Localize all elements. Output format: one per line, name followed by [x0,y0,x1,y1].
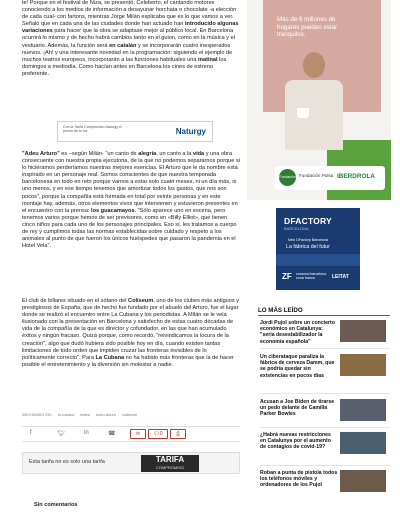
tarifa-banner-ad[interactable] [22,452,240,474]
text-run: El club de billares situado en el sótano del [22,298,129,304]
email-share-button[interactable]: ✉ [130,429,146,439]
paragraph-text [22,298,240,369]
naturgy-logo [176,127,206,136]
most-read-headline[interactable]: Jordi Pujol sobre un concierto económico en Catalunya: "sería desestabilizador la economía española" [260,320,335,345]
leitat-logo: LEITAT [332,274,349,280]
comments-heading: Sin comentarios [34,502,78,508]
most-read-headline[interactable]: ¿Habrá nuevas restricciones en Catalunya por el aumento de contagios de covid-19? [260,432,331,451]
text-run: , un canto a la [156,151,193,157]
comments-button[interactable]: 💬︎0 [148,429,168,439]
ad-person-shirt [285,80,343,150]
logo-text: Naturgy [175,127,206,136]
most-read-item[interactable] [260,399,390,421]
most-read-thumbnail[interactable] [340,320,386,342]
article-tags [22,413,240,417]
text-run: y una obra consecuente con nuestra propia ejecutoria, de la que no podemos separarnos porque si lo hiciéramos perderíamos nuestras mejores esencias. El Arturo que le da nombre está inspirado en un personaje real. Somos conscientes de que nuestra temporada barcelonesa en todo en reto porque vamos a estar solo cuatri meses, ni un día más, ni uno menos, y en ese tiempo tenemos que amortizar todos los gastos, que nos son pocos", porque la compañía está formada en total por veinte personas y en este montaje hay, además, otros elementos vivos que intervienen y estuvieron presentes en el encuentro con la prensa: [22,151,240,214]
tags-label: ARCHIVADO EN: [22,413,52,417]
divider [260,348,390,349]
tag-link[interactable]: coliseum [121,413,137,417]
most-read-item[interactable] [260,354,390,384]
text-run: . "Sólo aparece uno en escena, pero tenemos varios porque hemos de ser previsores, como en «Billy Elliot», que tienen cinco niños para cada uno de los personajes principales. Eso sí, les tratamos a cuerpo de rey y cumplimos todas las normas establecidas sobre cuidado y respeto a los animales al punto de que fueron los únicos huéspedes que pasaron la pandemia en el Hotel Vela". [22,207,237,250]
most-read-thumbnail[interactable] [340,432,386,454]
foundation-name: Fundación Pulsa [299,173,334,178]
most-read-thumbnail[interactable] [340,354,386,376]
share-bar [22,426,240,442]
linkedin-icon[interactable]: in [84,430,89,436]
tag-link[interactable]: la cubana [57,413,75,417]
divider [260,465,390,466]
bold-run: vida [192,151,205,157]
twitter-icon[interactable]: 🐦︎ [58,431,66,437]
dfactory-sub: BARCELONA [284,226,309,231]
most-read-headline[interactable]: Roban a punta de pistola todos los teléfonos móviles y ordenadores de los Pujol [260,470,338,489]
most-read-title: LO MÁS LEÍDO [258,307,303,314]
zf-name: consorci barcelona zona franca [296,272,327,281]
dfactory-main: La fàbrica del futur [286,244,330,250]
tag-link[interactable]: Adeu Arturo [95,413,116,417]
text-run: los domingos a mediodía. Como hacían antes en Barcelona los cines de estreno preferente. [22,56,227,77]
dfactory-ad[interactable] [276,208,360,290]
ad-stripe [276,254,360,266]
tag-link[interactable]: teatro [80,413,90,417]
text-run: el cantando motores conociendo a los medios de información a desayunar horchata o chocolate -a elección de cada cual- con fartons, mientras Jorge Milán explicaba que es lo que vamos a ver. Señaló que en cada una de las ciudades donde han actuado han [22,0,237,28]
ad-person-face [303,52,325,78]
dfactory-title: DFACTORY [284,216,332,226]
most-read-thumbnail[interactable] [340,470,386,492]
dfactory-mini: Neix DFactory Barcelona [288,238,328,242]
divider [260,393,390,394]
bold-run: los guacamayos [91,207,135,214]
ad-text: Con la Tarifa Compromiso Naturgy el precio de tu luz [63,125,122,134]
text-run: y se incorporarán cuatro inesperados nuevos. ¡Ah! y una interesante novedad en la programación: siguiendo el ejemplo de muchos teatros europeos, incorporarán a las funciones habituales una [22,42,233,63]
badge-title: TARIFA [155,455,185,464]
most-read-item[interactable] [260,320,390,345]
most-read-headline[interactable]: Un ciberataque paraliza la fábrica de cerveza Damm, que se podría quedar sin existencias en pocos días [260,354,335,379]
iberdrola-logo: IBERDROLA [337,173,375,180]
badge-sub: COMPROMISO [155,465,185,470]
tarifa-badge [141,455,199,472]
ad-slogan: Más de 6 millones de hogares pueden estar tranquilos. [277,16,338,39]
most-read-divider [258,315,390,316]
most-read-item[interactable] [260,470,390,500]
text-run: te! Porque en el festival de Niza, se presentó, Celeberto, [22,0,164,6]
text-run: es –según Milán- "un canto de [59,151,139,157]
most-read-item[interactable] [260,432,390,462]
comments-count: 0 [159,431,163,437]
paragraph-text [22,0,240,78]
ad-logos [275,166,385,190]
bold-run: en catalán [109,42,137,49]
ad-text: Esta tarifa no es solo una tarifa [29,459,105,465]
zf-logo: ZF [282,272,292,281]
whatsapp-icon[interactable]: ☎ [108,431,116,437]
bold-run: introducido algunas variaciones [22,21,239,35]
text-run: no ha habido más fronteras que la de hacer posible el entretenimiento y la diversión sin molestar a nadie. [22,354,234,368]
article-paragraph-3 [22,298,240,369]
most-read-thumbnail[interactable] [340,399,386,421]
foundation-seal: Fundación [279,169,296,186]
bold-run: matinal [198,56,218,63]
most-read-headline[interactable]: Acusan a Joe Biden de tirarse un pedo delante de Camilla Parker Bowles [260,399,335,418]
print-button[interactable]: ⎙ [170,429,186,439]
iberdrola-ad[interactable] [247,0,391,200]
article-paragraph-1 [22,0,240,78]
bold-run: La Cubana [95,354,125,361]
naturgy-banner-ad[interactable] [57,121,213,142]
divider [260,427,390,428]
ad-cup [297,108,309,118]
article-paragraph-2 [22,151,240,250]
bold-run: alegría [138,151,157,157]
text-run: para hacer que la obra se adaptase mejor al público local. En Barcelona ocurrirá lo mismo y de hecho habrá cambios tanto en el guion, como en la música y el vestuario. Además, la función será [22,28,235,49]
bold-run: "Adeu Arturo" [22,151,60,157]
paragraph-text [22,151,240,250]
bold-run: Coliseum [128,298,154,304]
text-run: , uno de los clubes más antiguos y prestigiosos de España, que de hecho fue fundado por el abuelo del Arturo, fue el lugar donde se realizó el encuentro entre La Cubana y los periodistas. A Milán se le vela ilusionado con la presentación en Barcelona y satisfecho de estas cuatro décadas de vida de la compañía de la que es director y cofundador, en las que han acumulado éxitos y ningún fracaso. Quizá porque, como recordó, "reivindicamos la locura de la creación", algo que dudó hubiera sido posible hoy en día, cuando existen tantas limitaciones de todo orden que impiden cruzar las fronteras invisibles de lo políticamente correcto". Para [22,298,240,361]
facebook-icon[interactable]: f [30,430,32,436]
